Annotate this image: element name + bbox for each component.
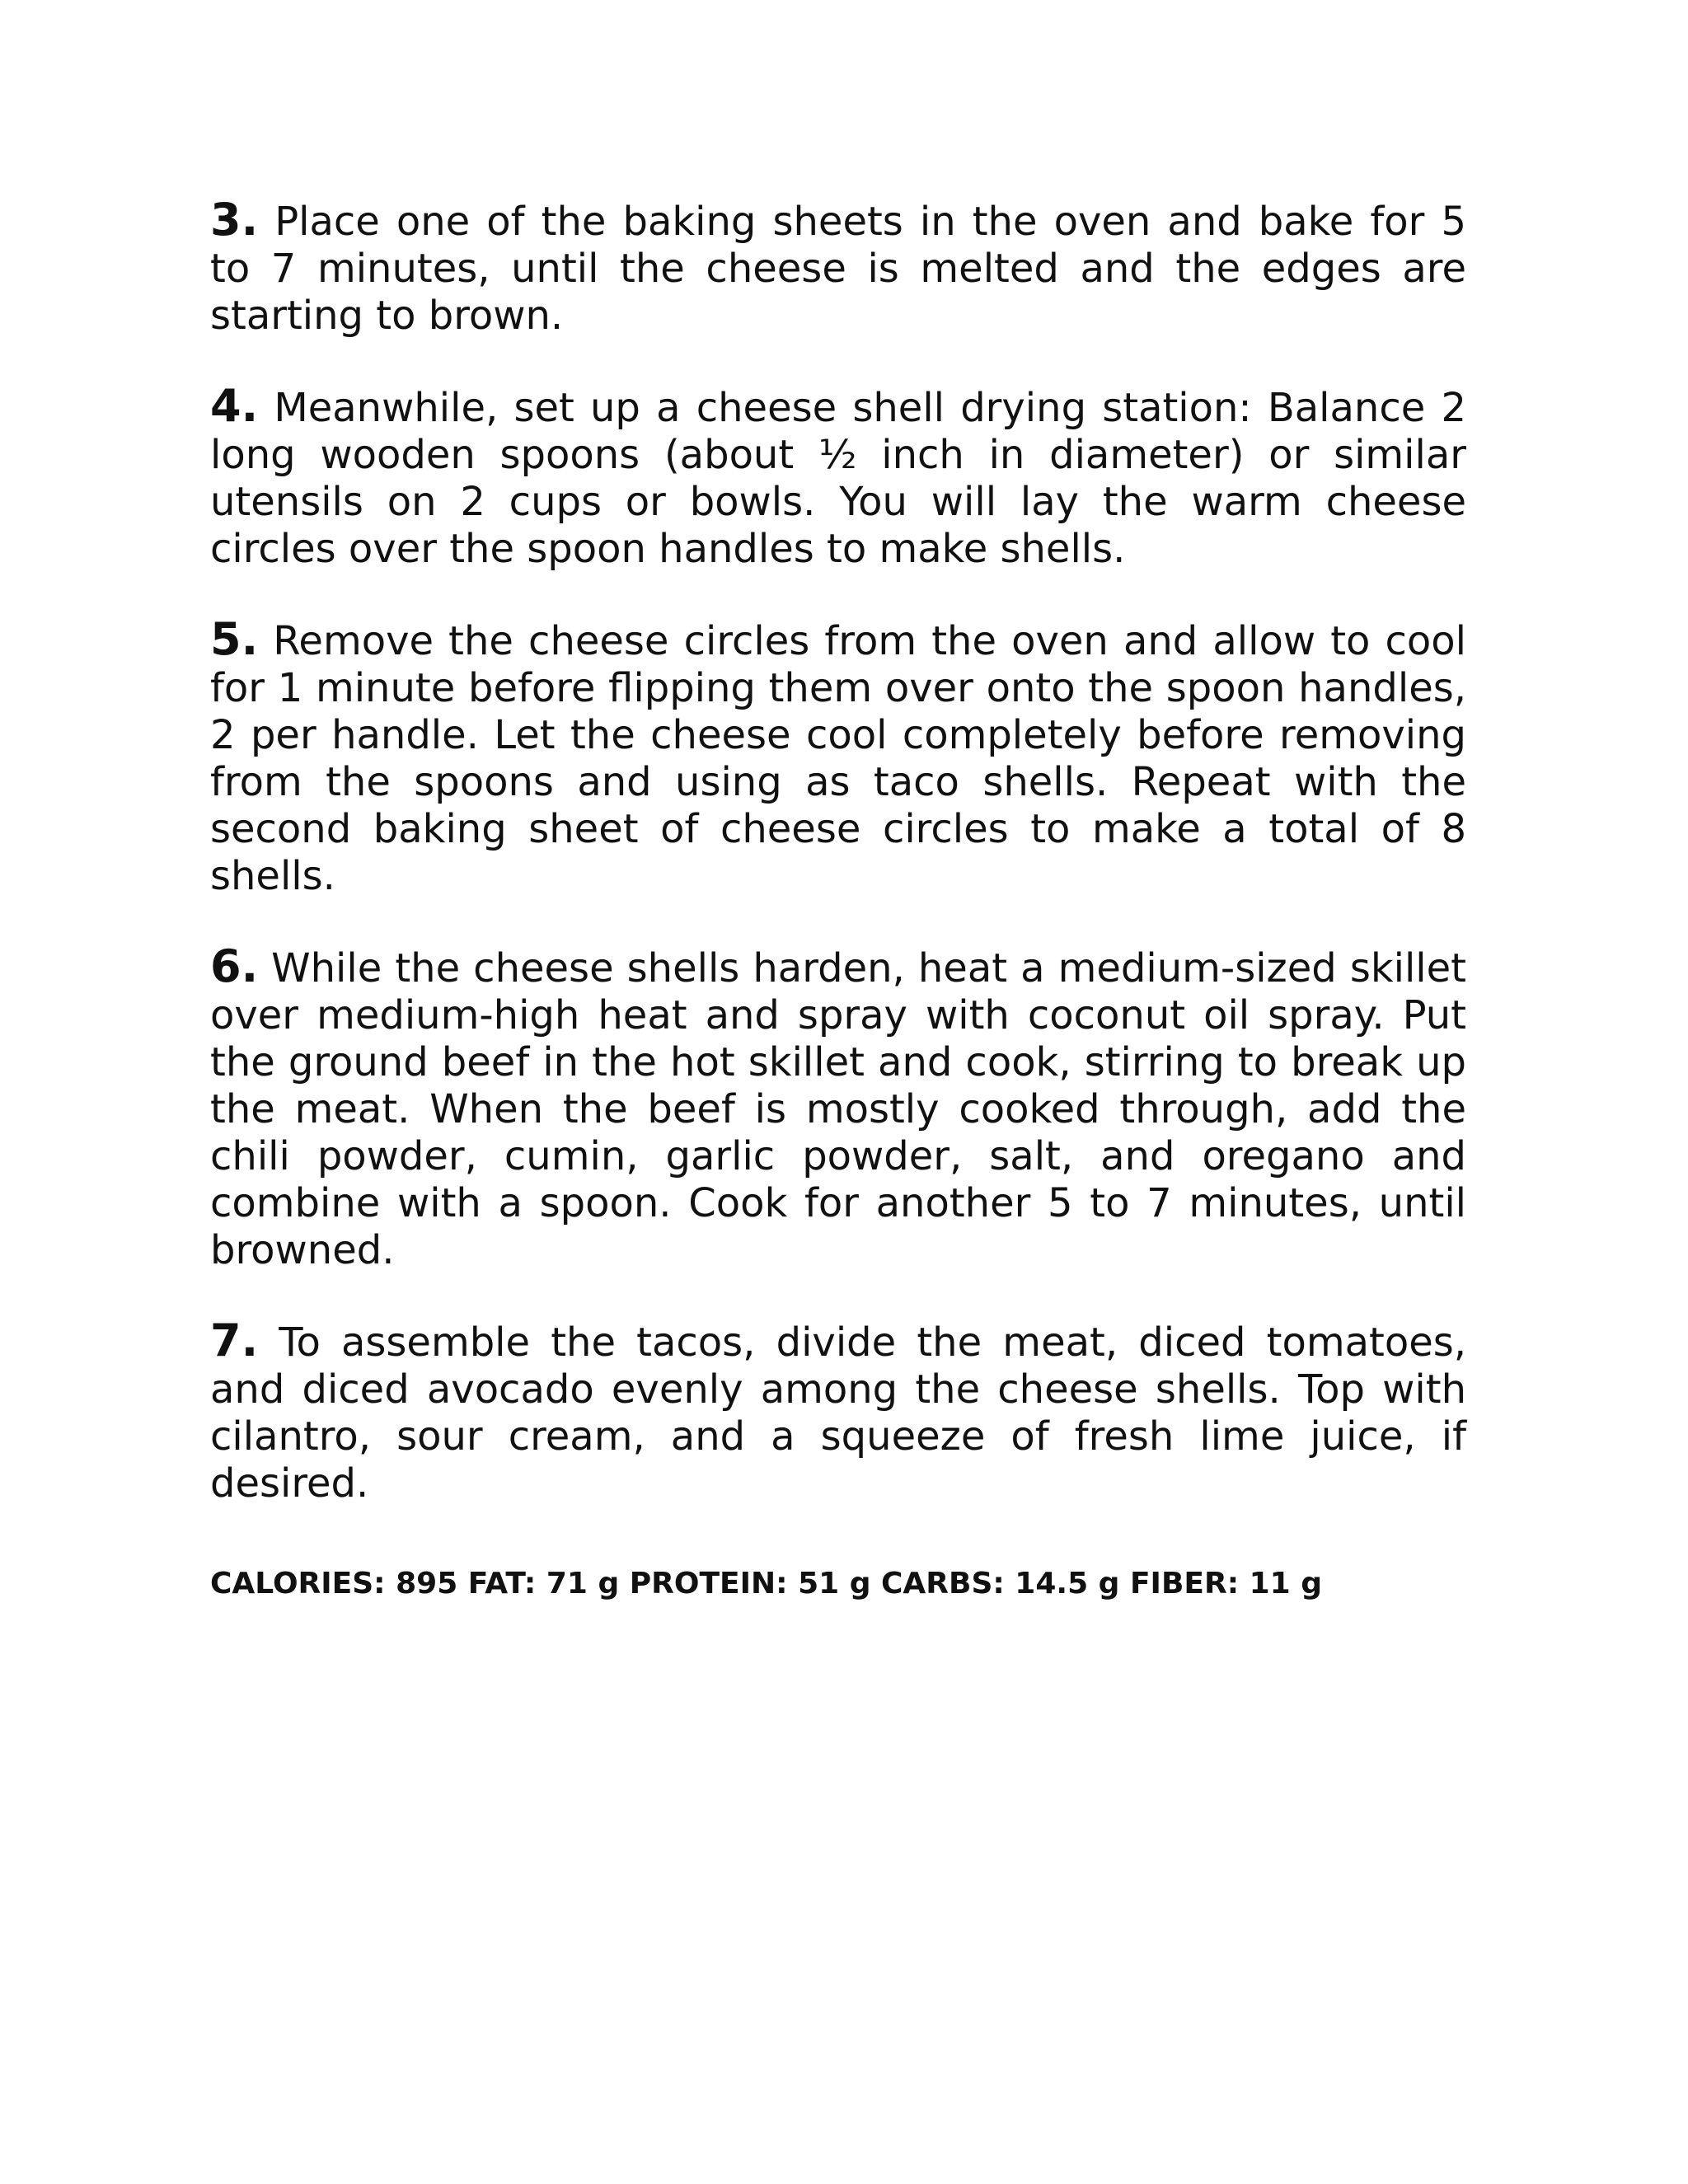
- step-3: [210, 196, 1466, 340]
- step-6: [210, 940, 1466, 1274]
- step-text: Place one of the baking sheets in the oven and bake for 5 to 7 minutes, until the cheese is melted and the edges are starting to brown.: [210, 199, 1466, 339]
- step-text: Remove the cheese circles from the oven and allow to cool for 1 minute before flipping them over onto the spoon handles, 2 per handle. Let the cheese cool completely before removing from the spoons and using as taco shells. Repeat with the second baking sheet of cheese circles to make a total of 8 shells.: [210, 618, 1467, 899]
- step-number: 6.: [210, 940, 259, 992]
- step-number: 7.: [210, 1315, 259, 1366]
- step-text: While the cheese shells harden, heat a medium-sized skillet over medium-high heat and spray with coconut oil spray. Put the ground beef in the hot skillet and cook, stirring to break up the meat. When the beef is mostly cooked through, add the chili powder, cumin, garlic powder, salt, and oregano and combine with a spoon. Cook for another 5 to 7 minutes, until browned.: [210, 945, 1466, 1273]
- step-number: 4.: [210, 380, 259, 432]
- step-5: [210, 613, 1467, 900]
- step-text: To assemble the tacos, divide the meat, diced tomatoes, and diced avocado evenly among the cheese shells. Top with cilantro, sour cream, and a squeeze of fresh lime juice, if desired.: [210, 1319, 1466, 1507]
- nutrition-facts: CALORIES: 895 FAT: 71 g PROTEIN: 51 g CARBS: 14.5 g FIBER: 11 g: [210, 1567, 1323, 1601]
- recipe-instructions: [210, 196, 1466, 1550]
- step-number: 3.: [210, 194, 259, 246]
- step-4: [210, 382, 1466, 573]
- step-text: Meanwhile, set up a cheese shell drying station: Balance 2 long wooden spoons (about ½ inch in diameter) or similar utensils on 2 cups or bowls. You will lay the warm cheese circles over the spoon handles to make shells.: [210, 385, 1467, 572]
- step-7: [210, 1317, 1466, 1507]
- step-number: 5.: [210, 613, 259, 665]
